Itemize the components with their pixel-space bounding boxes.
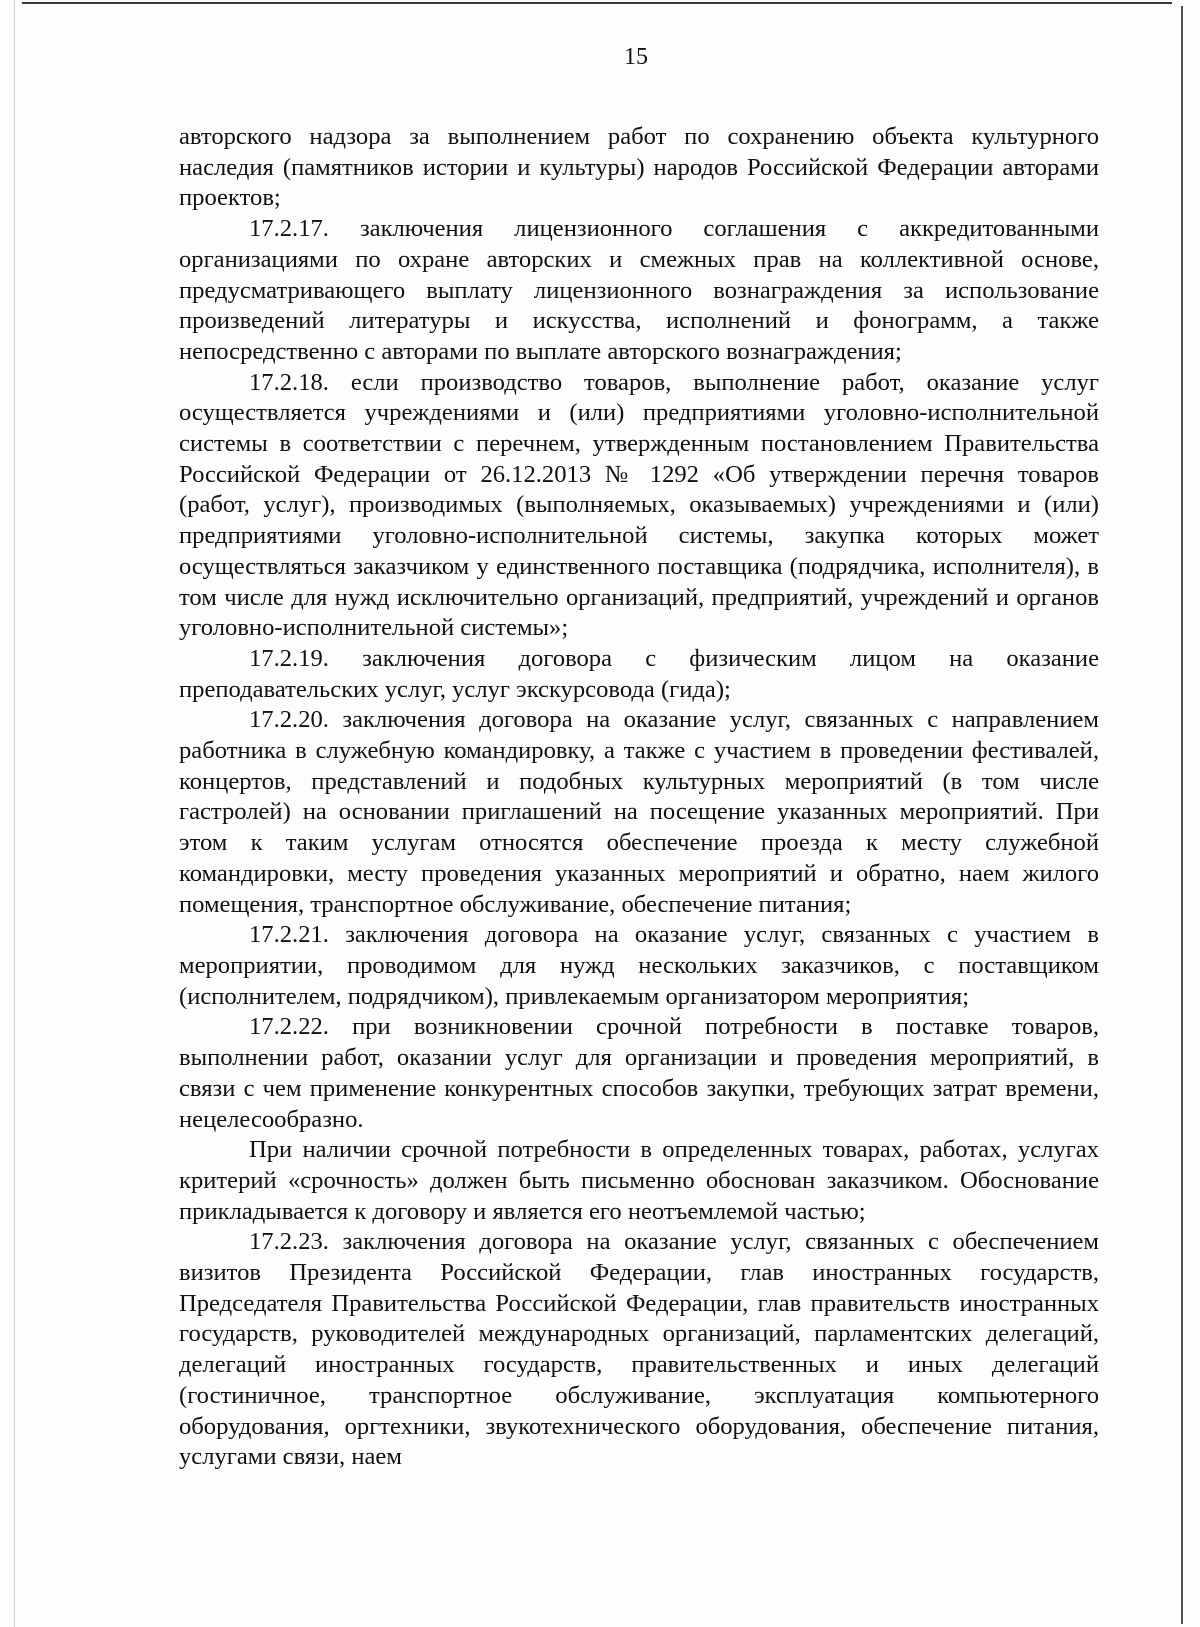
paragraph-17-2-17: 17.2.17. заключения лицензионного соглашения с аккредитованными организациями по охране авторских и смежных прав на коллективной основе, предусматривающего выплату лицензионного вознаграждения за использование произведений литературы и искусства, исполнений и фонограмм, а также непосредственно с авторами по выплате авторского вознаграждения; bbox=[179, 215, 1099, 365]
scan-edge-top bbox=[22, 2, 1172, 4]
paragraph-17-2-18: 17.2.18. если производство товаров, выполнение работ, оказание услуг осуществляется учреждениями и (или) предприятиями уголовно-исполнительной системы в соответствии с перечнем, утвержденным постановлением Правительства Российской Федерации от 26.12.2013 № 1292 «Об утверждении перечня товаров (работ, услуг), производимых (выполняемых, оказываемых) учреждениями и (или) предприятиями уголовно-исполнительной системы, закупка которых может осуществляться заказчиком у единственного поставщика (подрядчика, исполнителя), в том числе для нужд исключительно организаций, предприятий, учреждений и органов уголовно-исполнительной системы»; bbox=[179, 368, 1099, 642]
paragraph-urgency-note: При наличии срочной потребности в определенных товарах, работах, услугах критерий «срочность» должен быть письменно обоснован заказчиком. Обоснование прикладывается к договору и является его неотъемлемой частью; bbox=[179, 1136, 1099, 1225]
paragraph-17-2-20: 17.2.20. заключения договора на оказание услуг, связанных с направлением работника в служебную командировку, а также с участием в проведении фестивалей, концертов, представлений и подобных культурных мероприятий (в том числе гастролей) на основании приглашений на посещение указанных мероприятий. При этом к таким услугам относятся обеспечение проезда к месту служебной командировки, месту проведения указанных мероприятий и обратно, наем жилого помещения, транспортное обслуживание, обеспечение питания; bbox=[179, 706, 1099, 918]
paragraph-17-2-21: 17.2.21. заключения договора на оказание услуг, связанных с участием в мероприятии, проводимом для нужд нескольких заказчиков, с поставщиком (исполнителем, подрядчиком), привлекаемым организатором мероприятия; bbox=[179, 921, 1099, 1010]
paragraph-17-2-23: 17.2.23. заключения договора на оказание услуг, связанных с обеспечением визитов Президента Российской Федерации, глав иностранных государств, Председателя Правительства Российской Федерации, глав правительств иностранных государств, руководителей международных организаций, парламентских делегаций, делегаций иностранных государств, правительственных и иных делегаций (гостиничное, транспортное обслуживание, эксплуатация компьютерного оборудования, оргтехники, звукотехнического оборудования, обеспечение питания, услугами связи, наем bbox=[179, 1228, 1099, 1471]
paragraph-continuation: авторского надзора за выполнением работ по сохранению объекта культурного наследия (памятников истории и культуры) народов Российской Федерации авторами проектов; bbox=[179, 123, 1099, 212]
scan-edge-left bbox=[14, 0, 15, 1627]
document-body bbox=[179, 122, 1099, 1473]
paragraph-17-2-22: 17.2.22. при возникновении срочной потребности в поставке товаров, выполнении работ, оказании услуг для организации и проведения мероприятий, в связи с чем применение конкурентных способов закупки, требующих затрат времени, нецелесообразно. bbox=[179, 1013, 1099, 1133]
page-number: 15 bbox=[624, 44, 648, 70]
scan-edge-right bbox=[1181, 6, 1183, 1624]
paragraph-17-2-19: 17.2.19. заключения договора с физическим лицом на оказание преподавательских услуг, услуг экскурсовода (гида); bbox=[179, 644, 1099, 703]
